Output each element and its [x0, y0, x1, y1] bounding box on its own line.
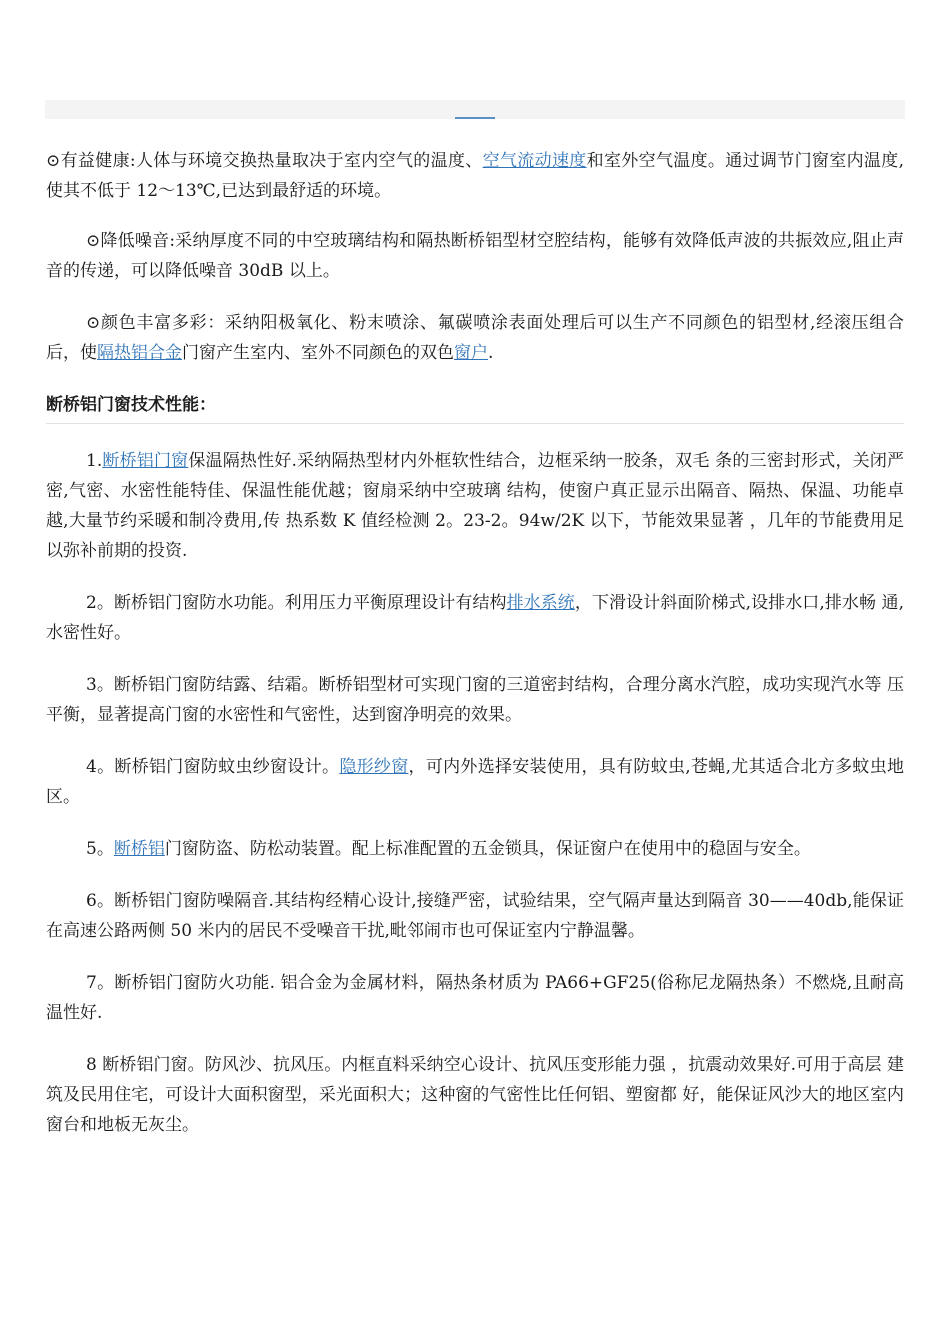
- section-divider: [46, 423, 904, 424]
- link-broken-bridge-window[interactable]: 断桥铝门窗: [102, 451, 189, 471]
- item-2: 2。断桥铝门窗防水功能。利用压力平衡原理设计有结构排水系统，下滑设计斜面阶梯式,设排水口,排水畅 通,水密性好。: [46, 593, 904, 643]
- link-air-flow-speed[interactable]: 空气流动速度: [482, 151, 587, 171]
- link-drainage-system[interactable]: 排水系统: [506, 593, 575, 613]
- item-6: 6。断桥铝门窗防噪隔音.其结构经精心设计,接缝严密，试验结果，空气隔声量达到隔音 30——40db,能保证在高速公路两侧 50 米内的居民不受噪音干扰,毗邻闹市也可保证室内宁静温馨。: [46, 891, 904, 941]
- item-1: 1.断桥铝门窗保温隔热性好.采纳隔热型材内外框软性结合，边框采纳一胶条，双毛 条的三密封形式，关闭严密,气密、水密性能特佳、保温性能优越；窗扇采纳中空玻璃 结构，使窗户真正显示出隔音、隔热、保温、功能卓越,大量节约采暖和制冷费用,传 热系数 K 值经检测 2。23-2。94w/2K 以下，节能效果显著 ，几年的节能费用足以弥补前期的投资.: [46, 451, 904, 561]
- item-4: 4。断桥铝门窗防蚊虫纱窗设计。隐形纱窗，可内外选择安装使用，具有防蚊虫,苍蝇,尤其适合北方多蚊虫地区。: [46, 757, 904, 807]
- section-title: 断桥铝门窗技术性能：: [46, 395, 216, 415]
- link-insulated-aluminum[interactable]: 隔热铝合金: [97, 343, 182, 363]
- article-body: [46, 146, 904, 1162]
- link-broken-bridge-aluminum[interactable]: 断桥铝: [113, 839, 165, 859]
- item-3: 3。断桥铝门窗防结露、结霜。断桥铝型材可实现门窗的三道密封结构，合理分离水汽腔，成功实现汽水等 压平衡，显著提高门窗的水密性和气密性，达到窗净明亮的效果。: [46, 675, 904, 725]
- item-5: 5。断桥铝门窗防盗、防松动装置。配上标准配置的五金锁具，保证窗户在使用中的稳固与安全。: [86, 839, 811, 859]
- paragraph-colors: ⊙颜色丰富多彩：采纳阳极氧化、粉末喷涂、氟碳喷涂表面处理后可以生产不同颜色的铝型材,经滚压组合后，使隔热铝合金门窗产生室内、室外不同颜色的双色窗户.: [46, 313, 904, 363]
- item-7: 7。断桥铝门窗防火功能. 铝合金为金属材料，隔热条材质为 PA66+GF25(俗称尼龙隔热条）不燃烧,且耐高温性好.: [46, 973, 904, 1023]
- tab-indicator: [455, 117, 495, 119]
- link-invisible-screen[interactable]: 隐形纱窗: [339, 757, 409, 777]
- link-window[interactable]: 窗户: [454, 343, 488, 363]
- paragraph-noise: ⊙降低噪音:采纳厚度不同的中空玻璃结构和隔热断桥铝型材空腔结构，能够有效降低声波的共振效应,阻止声音的传递，可以降低噪音 30dB 以上。: [46, 231, 904, 281]
- top-tab-bar: [45, 100, 905, 119]
- paragraph-health: ⊙有益健康:人体与环境交换热量取决于室内空气的温度、空气流动速度和室外空气温度。通过调节门窗室内温度,使其不低于 12～13℃,已达到最舒适的环境。: [46, 151, 904, 201]
- item-8: 8 断桥铝门窗。防风沙、抗风压。内框直料采纳空心设计、抗风压变形能力强 ，抗震动效果好.可用于高层 建筑及民用住宅，可设计大面积窗型，采光面积大；这种窗的气密性比任何铝、塑窗都 好，能保证风沙大的地区室内窗台和地板无灰尘。: [46, 1055, 904, 1135]
